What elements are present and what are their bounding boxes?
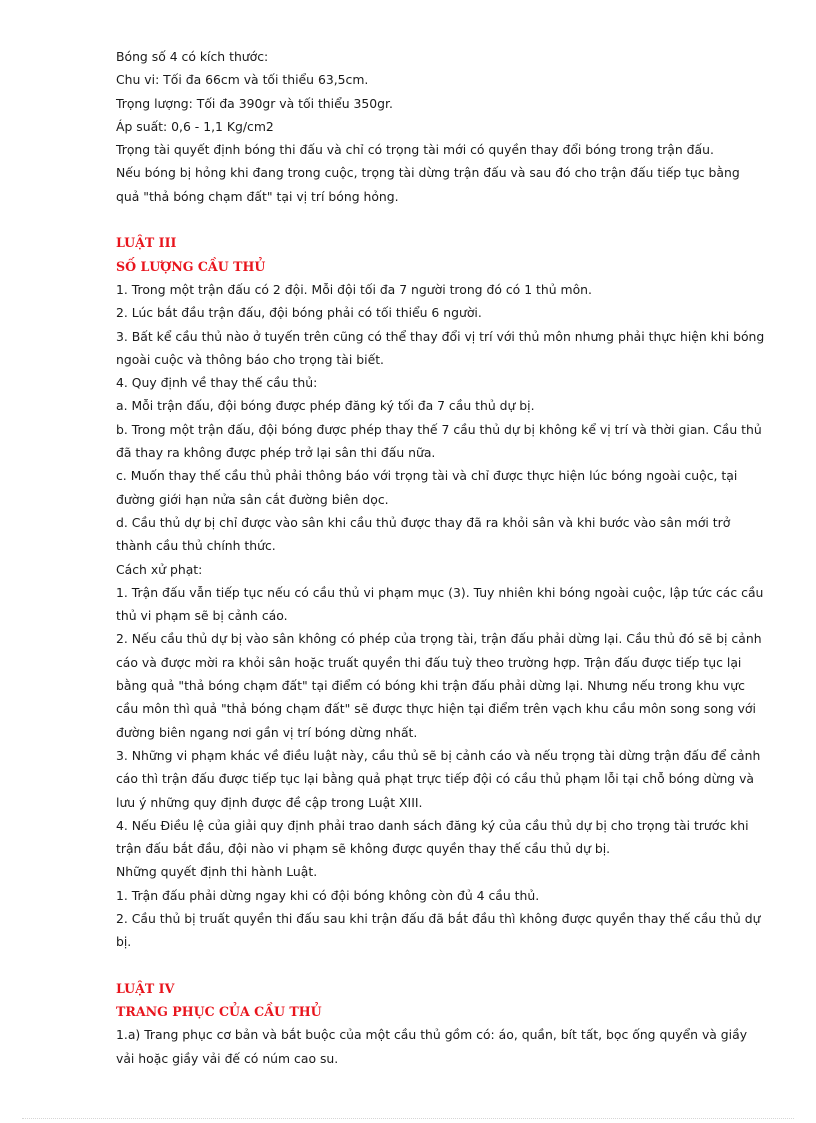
- paragraph: 4. Nếu Điều lệ của giải quy định phải trao danh sách đăng ký của cầu thủ dự bị cho trọng tài trước khi trận đấu bắt đầu, đội nào vi phạm sẽ không được quyền thay thế cầu thủ dự bị.: [116, 817, 749, 857]
- intro-section: [116, 45, 766, 208]
- paragraph: Chu vi: Tối đa 66cm và tối thiểu 63,5cm.: [116, 72, 369, 88]
- paragraph: c. Muốn thay thế cầu thủ phải thông báo với trọng tài và chỉ được thực hiện lúc bóng ngoài cuộc, tại đường giới hạn nửa sân cắt đường biên dọc.: [116, 468, 738, 507]
- page-bottom-divider: [22, 1118, 794, 1119]
- paragraph: d. Cầu thủ dự bị chỉ được vào sân khi cầu thủ được thay đã ra khỏi sân và khi bước vào sân mới trở thành cầu thủ chính thức.: [116, 514, 731, 554]
- paragraph: 3. Những vi phạm khác về điều luật này, cầu thủ sẽ bị cảnh cáo và nếu trọng tài dừng trận đấu để cảnh cáo thì trận đấu được tiếp tục lại bằng quả phạt trực tiếp đội có cầu thủ phạm lỗi tại chỗ bóng dừng và lưu ý những quy định được đề cập trong Luật XIII.: [116, 747, 761, 810]
- paragraph: Trọng tài quyết định bóng thi đấu và chỉ có trọng tài mới có quyền thay đổi bóng trong trận đấu.: [116, 142, 714, 158]
- law-4-section: [116, 977, 766, 1070]
- paragraph: Những quyết định thi hành Luật.: [116, 864, 318, 880]
- document-page: [116, 45, 766, 1070]
- law-number-heading: LUẬT IV: [116, 980, 175, 996]
- paragraph: 3. Bất kể cầu thủ nào ở tuyến trên cũng có thể thay đổi vị trí với thủ môn nhưng phải thực hiện khi bóng ngoài cuộc và thông báo cho trọng tài biết.: [116, 328, 765, 367]
- paragraph: b. Trong một trận đấu, đội bóng được phép thay thế 7 cầu thủ dự bị không kể vị trí và thời gian. Cầu thủ đã thay ra không được phép trở lại sân thi đấu nữa.: [116, 421, 762, 461]
- paragraph: 2. Lúc bắt đầu trận đấu, đội bóng phải có tối thiểu 6 người.: [116, 305, 482, 321]
- paragraph: 1. Trận đấu phải dừng ngay khi có đội bóng không còn đủ 4 cầu thủ.: [116, 887, 540, 903]
- paragraph: Áp suất: 0,6 - 1,1 Kg/cm2: [116, 118, 274, 134]
- paragraph: Bóng số 4 có kích thước:: [116, 49, 269, 64]
- law-title-heading: TRANG PHỤC CỦA CẦU THỦ: [116, 1004, 322, 1020]
- law-number-heading: LUẬT III: [116, 235, 177, 251]
- paragraph: 2. Nếu cầu thủ dự bị vào sân không có phép của trọng tài, trận đấu phải dừng lại. Cầu thủ đó sẽ bị cảnh cáo và được mời ra khỏi sân hoặc truất quyền thi đấu tuỳ theo trường hợp. Trận đấu được tiếp tục lại bằng quả "thả bóng chạm đất" tại điểm có bóng khi trận đấu phải dừng lại. Nhưng nếu trong khu vực cầu môn thì quả "thả bóng chạm đất" sẽ được thực hiện tại điểm trên vạch khu cầu môn song song với đường biên ngang nơi gần vị trí bóng dừng nhất.: [116, 631, 762, 740]
- paragraph: Trọng lượng: Tối đa 390gr và tối thiểu 350gr.: [116, 95, 393, 111]
- spacer: [116, 208, 766, 231]
- law-3-section: [116, 231, 766, 953]
- paragraph: 4. Quy định về thay thế cầu thủ:: [116, 375, 318, 391]
- paragraph: 1. Trận đấu vẫn tiếp tục nếu có cầu thủ vi phạm mục (3). Tuy nhiên khi bóng ngoài cuộc, lập tức các cầu thủ vi phạm sẽ bị cảnh cáo.: [116, 584, 764, 624]
- law-title-heading: SỐ LƯỢNG CẦU THỦ: [116, 258, 266, 274]
- paragraph: 1.a) Trang phục cơ bản và bắt buộc của một cầu thủ gồm có: áo, quần, bít tất, bọc ống quyển và giầy vải hoặc giầy vải đế có núm cao su.: [116, 1027, 748, 1066]
- spacer: [116, 954, 766, 977]
- paragraph: a. Mỗi trận đấu, đội bóng được phép đăng ký tối đa 7 cầu thủ dự bị.: [116, 398, 535, 414]
- paragraph: 2. Cầu thủ bị truất quyền thi đấu sau khi trận đấu đã bắt đầu thì không được quyền thay thế cầu thủ dự bị.: [116, 910, 761, 950]
- paragraph: 1. Trong một trận đấu có 2 đội. Mỗi đội tối đa 7 người trong đó có 1 thủ môn.: [116, 281, 592, 297]
- paragraph: Cách xử phạt:: [116, 561, 203, 577]
- paragraph: Nếu bóng bị hỏng khi đang trong cuộc, trọng tài dừng trận đấu và sau đó cho trận đấu tiếp tục bằng quả "thả bóng chạm đất" tại vị trí bóng hỏng.: [116, 165, 740, 204]
